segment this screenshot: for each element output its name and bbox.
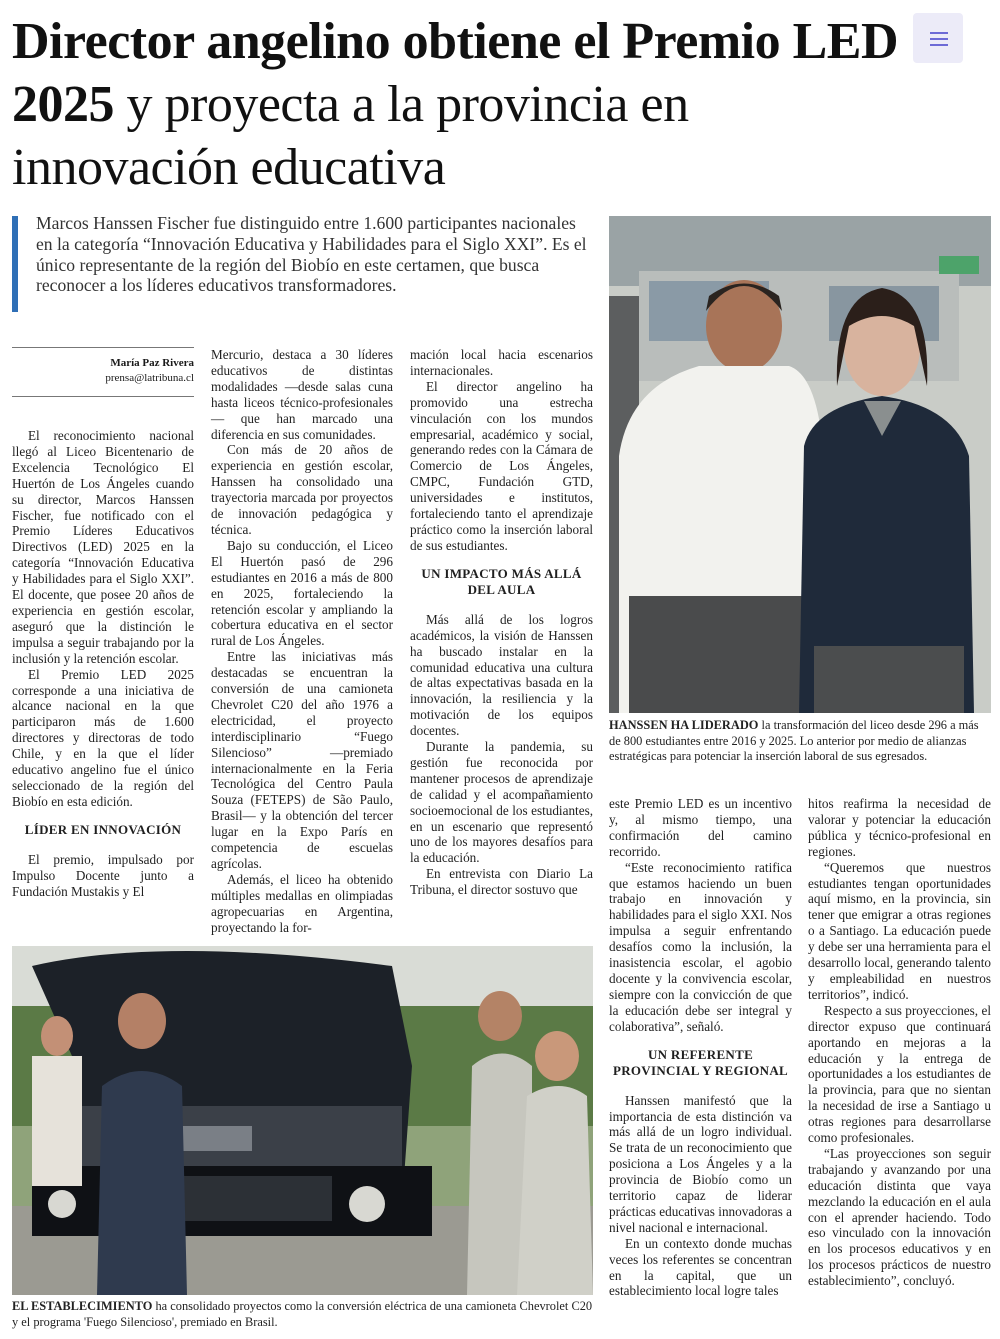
paragraph: Durante la pandemia, su gestión fue reconocida por mantener procesos de aprendizaje de calidad y el acompañamiento socioemocional de los estudiantes, en un escenario que representó uno de los mayores desafíos para la educación. xyxy=(410,739,593,866)
caption-text: ha consolidado proyectos como la conversión eléctrica de una camioneta Chevrolet C20 y el programa 'Fuego Silencioso', premiado en Brasil. xyxy=(12,1299,593,1329)
paragraph: El reconocimiento nacional llegó al Liceo Bicentenario de Excelencia Tecnológico El Huertón de Los Ángeles cuando su director, Marcos Hanssen Fischer, fue notificado con el Premio Líderes Educativos Directivos (LED) 2025 en la categoría “Innovación Educativa y Habilidades para el Siglo XXI”. El docente, que posee 20 años de experiencia en gestión escolar, aseguró que la distinción le impulsa a seguir trabajando por la inclusión y la retención escolar. xyxy=(12,428,194,666)
paragraph: El Premio LED 2025 corresponde a una iniciativa de alcance nacional en la que participaron más de 1.600 directores y directoras de todo Chile, y en la que el líder educativo angelino fue el único seleccionado de la región del Biobío en esta edición. xyxy=(12,666,194,809)
headline-rest: y proyecta a la provincia en innovación educativa xyxy=(12,76,689,196)
menu-button[interactable] xyxy=(913,13,963,63)
paragraph: Mercurio, destaca a 30 líderes educativos de distintas modalidades —desde salas cuna hasta liceos técnico-profesionales— que han marcado una diferencia en sus comunidades. xyxy=(211,347,393,442)
paragraph: “Queremos que nuestros estudiantes tengan oportunidades aquí mismo, en la provincia, sin tener que emigrar a otras regiones o a Santiago. La educación puede y debe ser una herramienta para el desarrollo local, generando talento y empleabilidad en nuestros territorios”, indicó. xyxy=(808,859,991,1002)
column-3 xyxy=(410,347,593,898)
paragraph: El premio, impulsado por Impulso Docente junto a Fundación Mustakis y El xyxy=(12,851,194,899)
photo-director-student xyxy=(609,216,991,713)
paragraph: “Las proyecciones son seguir trabajando y avanzando por una educación distinta que vaya mezclando la educación en el aula con el aprender haciendo. Todo eso vinculado con la innovación en los procesos educativos y en los procesos prácticos de nuestro establecimiento”, concluyó. xyxy=(808,1145,991,1289)
column-4 xyxy=(609,796,792,1299)
paragraph: El director angelino ha promovido una estrecha vinculación con los mundos empresarial, académico y social, generando redes con la Cámara de Comercio de Los Ángeles, CMPC, Fundación GTD, universidades e institutos, fortaleciendo tanto el aprendizaje práctico como la inserción laboral de sus estudiantes. xyxy=(410,378,593,553)
author-email[interactable]: prensa@latribuna.cl xyxy=(105,372,194,384)
paragraph: Hanssen manifestó que la importancia de esta distinción va más allá de un logro individual. Se trata de un reconocimiento que posiciona a Los Ángeles y a la provincia de Biobío como un territorio capaz de liderar prácticas educativas innovadoras a nivel nacional e internacional. xyxy=(609,1092,792,1235)
paragraph: Más allá de los logros académicos, la visión de Hanssen ha buscado instalar en la comunidad educativa una cultura de altas expectativas basada en la innovación, la resiliencia y la motivación de los equipos docentes. xyxy=(410,611,593,739)
column-1 xyxy=(12,428,194,899)
headline-main: Director angelino obtiene el Premio LED 2025 xyxy=(12,13,899,133)
paragraph: Bajo su conducción, el Liceo El Huertón pasó de 296 estudiantes en 2016 a más de 800 en 2025, fortaleciendo la retención escolar y ampliando la cobertura educativa en el sector rural de Los Ángeles. xyxy=(211,537,393,649)
paragraph: hitos reafirma la necesidad de valorar y potenciar la educación pública y técnico-profesional en regiones. xyxy=(808,796,991,859)
caption-photo-1 xyxy=(609,718,991,765)
paragraph: Además, el liceo ha obtenido múltiples medallas en olimpiadas agropecuarias en Argentina, proyectando la for- xyxy=(211,871,393,935)
subheading: UN IMPACTO MÁS ALLÁ DEL AULA xyxy=(421,565,582,597)
subheading: LÍDER EN INNOVACIÓN xyxy=(24,821,182,837)
column-2 xyxy=(211,347,393,936)
byline-rule-bottom xyxy=(12,396,194,397)
photo-illustration xyxy=(12,946,593,1295)
paragraph: Con más de 20 años de experiencia en gestión escolar, Hanssen ha consolidado una trayectoria marcada por proyectos de innovación pedagógica y técnica. xyxy=(211,442,393,537)
headline xyxy=(12,10,912,199)
author-name: María Paz Rivera xyxy=(110,357,194,369)
column-5 xyxy=(808,796,991,1289)
subheading: UN REFERENTE PROVINCIAL Y REGIONAL xyxy=(612,1046,789,1078)
paragraph: mación local hacia escenarios internacionales. xyxy=(410,347,593,378)
paragraph: Entre las iniciativas más destacadas se encuentran la conversión de una camioneta Chevrolet C20 del año 1976 a electricidad, el proyecto interdisciplinario “Fuego Silencioso” —premiado internacionalmente en la Feria Tecnológica del Centro Paula Souza (FETEPS) de São Paulo, Brasil— y la obtención del tercer lugar en la Expo París en competencia de escuelas agrícolas. xyxy=(211,649,393,871)
byline xyxy=(12,356,194,386)
photo-illustration xyxy=(609,216,991,713)
byline-rule-top xyxy=(12,347,194,348)
paragraph: este Premio LED es un incentivo y, al mismo tiempo, una confirmación del camino recorrido. xyxy=(609,796,792,859)
lead-paragraph: Marcos Hanssen Fischer fue distinguido entre 1.600 participantes nacionales en la categoría “Innovación Educativa y Habilidades para el Siglo XXI”. Es el único representante de la región del Biobío en este certamen, que busca reconocer a los líderes educativos transformadores. xyxy=(36,213,587,296)
caption-lead: HANSSEN HA LIDERADO xyxy=(609,718,759,732)
caption-text: la transformación del liceo desde 296 a más de 800 estudiantes entre 2016 y 2025. Lo anterior por medio de alianzas estratégicas para potenciar la inserción laboral de sus egresados. xyxy=(609,718,979,764)
paragraph: Respecto a sus proyecciones, el director expuso que continuará aportando en mejoras a la educación y la entrega de oportunidades a los estudiantes de la provincia, para que no sientan la necesidad de irse a Santiago u otras regiones para desarrollarse como profesionales. xyxy=(808,1002,991,1146)
paragraph: “Este reconocimiento ratifica que estamos haciendo un buen trabajo en innovación y habilidades para el siglo XXI. Nos impulsa a seguir enfrentando desafíos como la inclusión, la inasistencia escolar, el agobio docente y la convivencia escolar, siempre con la convicción de que la educación debe ser integral y colaborativa”, señaló. xyxy=(609,859,792,1034)
photo-electric-truck xyxy=(12,946,593,1295)
paragraph: En entrevista con Diario La Tribuna, el director sostuvo que xyxy=(410,866,593,898)
paragraph: En un contexto donde muchas veces los referentes se concentran en la capital, que un establecimiento local logre tales xyxy=(609,1235,792,1299)
caption-lead: EL ESTABLECIMIENTO xyxy=(12,1299,153,1313)
caption-photo-2 xyxy=(12,1299,593,1330)
lead-accent-bar xyxy=(12,216,18,312)
